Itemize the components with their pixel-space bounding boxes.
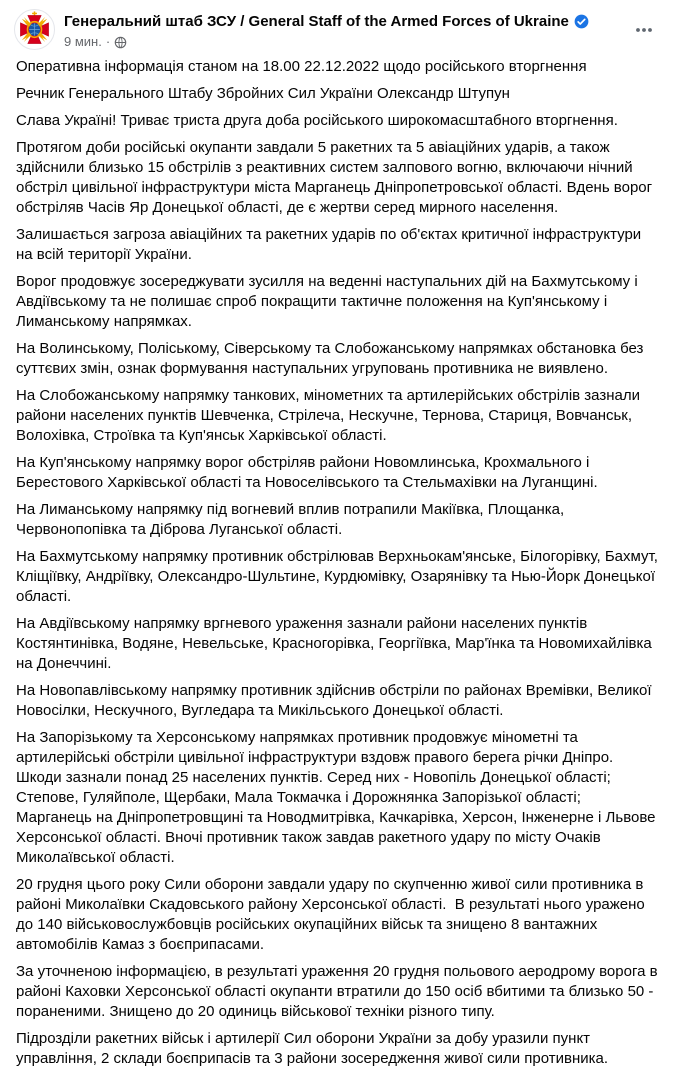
page-name-link[interactable]: Генеральний штаб ЗСУ / General Staff of the Armed Forces of Ukraine	[64, 13, 569, 30]
general-staff-emblem-icon	[15, 10, 54, 49]
header-text	[64, 9, 589, 50]
post-meta	[64, 34, 589, 50]
post-paragraph: Протягом доби російські окупанти завдали 5 ракетних та 5 авіаційних ударів, а також здійснили близько 15 обстрілів з реактивних систем залпового вогню, включаючи нічний обстріл цивільної інфраструктури міста Марганець Дніпропетровської області. Вдень ворог обстріляв Часів Яр Донецької області, де є жертви серед мирного населення.	[16, 139, 657, 216]
post-paragraph: На Лиманському напрямку під вогневий вплив потрапили Макіївка, Площанка, Червонопопівка та Діброва Луганської області.	[16, 501, 569, 538]
post-paragraph: На Новопавлівському напрямку противник здійснив обстріли по районах Времівки, Великої Новосілки, Нескучного, Вугледара та Микільського Донецької області.	[16, 682, 656, 719]
post-paragraph: Речник Генерального Штабу Збройних Сил України Олександр Штупун	[16, 85, 510, 102]
verified-badge-icon	[574, 14, 589, 29]
post-paragraph: За уточненою інформацією, в результаті ураження 20 грудня польового аеродрому ворога в районі Каховки Херсонської області окупанти втратили до 150 осіб вбитими та близько 50 - пораненими. Знищено до 20 одиниць військової техніки різного типу.	[16, 963, 662, 1020]
post-paragraph: Підрозділи ракетних військ і артилерії Сил оборони України за добу уразили пункт управління, 2 склади боєприпасів та 3 райони зосередження живої сили противника.	[16, 1030, 609, 1067]
post-paragraph: 20 грудня цього року Сили оборони завдали удару по скупченню живої сили противника в районі Миколаївки Скадовського району Херсонської області. В результаті нього уражено до 140 військовослужбовців російських окупаційних військ та знищено 8 вантажних автомобілів Камаз з боєприпасами.	[16, 876, 649, 953]
post-body	[0, 50, 674, 1079]
timestamp[interactable]: 9 мин.	[64, 34, 102, 49]
post-paragraph: На Запорізькому та Херсонському напрямках противник продовжує мінометні та артилерійські обстріли цивільної інфраструктури вздовж правого берега річки Дніпро. Шкоди зазнали понад 25 населених пунктів. Серед них - Новопіль Донецької області; Степове, Гуляйполе, Щербаки, Мала Токмачка і Дорожнянка Запорізької області; Марганець на Дніпропетровщині та Новодмитрівка, Качкарівка, Херсон, Інженерне і Львове Херсонської області. Вночі противник також завдав ракетного удару по місту Очаків Миколаївської області.	[16, 729, 660, 866]
post-paragraph: На Слобожанському напрямку танкових, мінометних та артилерійських обстрілів зазнали райони населених пунктів Шевченка, Стрілеча, Нескучне, Тернова, Стариця, Вовчанськ, Волохівка, Строївка та Куп'янськ Харківської області.	[16, 387, 645, 444]
three-dots-icon	[634, 20, 654, 40]
post-paragraph: На Авдіївському напрямку вргневого ураження зазнали райони населених пунктів Костянтинівка, Водяне, Невельське, Красногорівка, Георгіївка, Мар'їнка та Новомихайлівка на Донеччині.	[16, 615, 656, 672]
page-avatar[interactable]	[14, 9, 55, 50]
meta-separator: ·	[105, 34, 111, 49]
post-paragraph: Залишається загроза авіаційних та ракетних ударів по об'єктах критичної інфраструктури на всій території України.	[16, 226, 646, 263]
post-paragraph: Ворог продовжує зосереджувати зусилля на веденні наступальних дій на Бахмутському і Авдіївському та не полишає спроб покращити тактичне положення на Куп'янському і Лиманському напрямках.	[16, 273, 642, 330]
post-paragraph: На Бахмутському напрямку противник обстрілював Верхньокам'янське, Білогорівку, Бахмут, Кліщіївку, Андріївку, Олександро-Шультине, Курдюмівку, Озарянівку та Нью-Йорк Донецької області.	[16, 548, 663, 605]
globe-public-icon	[114, 36, 127, 49]
post-header	[0, 0, 674, 50]
post-paragraph: Оперативна інформація станом на 18.00 22.12.2022 щодо російського вторгнення	[16, 58, 587, 75]
post-paragraph: На Куп'янському напрямку ворог обстріляв райони Новомлинська, Крохмального і Берестового Харківської області та Новоселівського та Стельмахівки на Луганщині.	[16, 454, 598, 491]
post-paragraph: Слава Україні! Триває триста друга доба російського широкомасштабного вторгнення.	[16, 112, 618, 129]
more-options-button[interactable]	[628, 14, 660, 46]
post-paragraph: На Волинському, Поліському, Сіверському та Слобожанському напрямках обстановка без суттєвих змін, ознак формування наступальних угруповань противника не виявлено.	[16, 340, 648, 377]
